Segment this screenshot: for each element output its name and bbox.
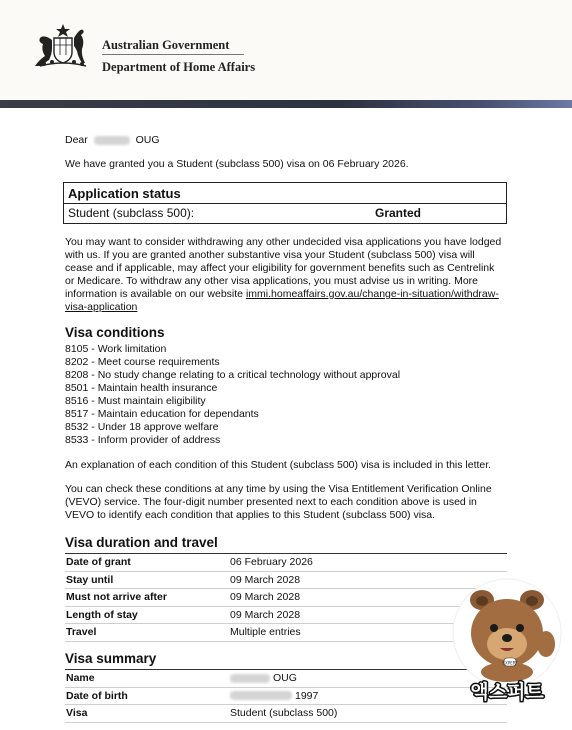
- table-row: [65, 670, 507, 688]
- row-value: 06 February 2026: [230, 556, 313, 568]
- row-label: Date of birth: [66, 689, 128, 702]
- letterhead-divider: [102, 54, 244, 55]
- quokka-mascot-icon: [452, 578, 562, 708]
- visa-summary-title: Visa summary: [65, 650, 507, 670]
- greeting: [65, 134, 160, 147]
- row-label: Travel: [66, 626, 97, 638]
- redacted-name: [94, 136, 130, 145]
- condition-item: 8501 - Maintain health insurance: [65, 382, 218, 394]
- visa-summary-table: [65, 650, 507, 723]
- condition-item: 8202 - Meet course requirements: [65, 356, 220, 368]
- visa-duration-title: Visa duration and travel: [65, 534, 507, 554]
- row-value: 09 March 2028: [230, 591, 301, 603]
- redacted-birthdate: [230, 691, 292, 700]
- header-band: [0, 100, 572, 108]
- row-label: Date of grant: [66, 556, 131, 568]
- condition-item: 8516 - Must maintain eligibility: [65, 395, 206, 407]
- row-value: [230, 688, 318, 704]
- visa-conditions-title: Visa conditions: [65, 325, 165, 340]
- watermark-text: 액스퍼트: [470, 681, 544, 703]
- row-value: Student (subclass 500): [230, 707, 338, 719]
- condition-item: 8208 - No study change relating to a critical technology without approval: [65, 369, 401, 381]
- row-label: Stay until: [66, 573, 114, 586]
- table-row: [65, 554, 507, 572]
- row-value: 09 March 2028: [230, 573, 301, 586]
- visa-duration-table: [65, 534, 507, 642]
- row-value: Multiple entries: [230, 626, 301, 638]
- application-status-box: [63, 182, 507, 224]
- vevo-paragraph: You can check these conditions at any time by using the Visa Entitlement Verification Online (VEVO) service. The four-digit number presented next to each condition above is used in VEVO to identify each condition that applies to this Student (subclass 500) visa.: [65, 483, 492, 521]
- summary-surname: OUG: [273, 672, 297, 684]
- table-row: [65, 688, 507, 706]
- conditions-explanation: An explanation of each condition of this Student (subclass 500) visa is included in this letter.: [65, 459, 492, 471]
- mascot-badge: EXPERT: [502, 660, 518, 666]
- table-row: [65, 572, 507, 590]
- granted-sentence: We have granted you a Student (subclass 500) visa on 06 February 2026.: [65, 158, 409, 170]
- greeting-word: Dear: [65, 134, 88, 146]
- application-status-label: Student (subclass 500):: [68, 206, 195, 220]
- condition-item: 8533 - Inform provider of address: [65, 434, 221, 446]
- condition-item: 8532 - Under 18 approve welfare: [65, 421, 219, 433]
- condition-item: 8517 - Maintain education for dependants: [65, 408, 259, 420]
- withdraw-link[interactable]: immi.homeaffairs.gov.au/change-in-situation/withdraw-visa-application: [65, 288, 499, 313]
- withdraw-text: You may want to consider withdrawing any other undecided visa applications you have lodged with us. If you are granted another substantive visa your Student (subclass 500) visa will cease and if applicable, may affect your eligibility for government benefits such as Centrelink or Medicare. To withdraw any other visa applications, you must advise us in writing. More information is available on our website: [65, 236, 502, 300]
- visa-conditions-list: [65, 343, 400, 447]
- row-label: Must not arrive after: [66, 591, 167, 603]
- table-row: [65, 624, 507, 642]
- status-divider: [64, 203, 506, 204]
- table-row: [65, 589, 507, 607]
- row-label: Name: [66, 672, 95, 684]
- withdraw-paragraph: [65, 236, 505, 314]
- row-label: Visa: [66, 707, 88, 719]
- birth-year: 1997: [295, 689, 319, 702]
- redacted-name: [230, 674, 270, 683]
- row-value: [230, 670, 297, 686]
- expert-mascot-watermark: [452, 578, 562, 708]
- table-row: [65, 607, 507, 625]
- application-status-title: Application status: [68, 186, 181, 201]
- application-status-value: Granted: [375, 206, 422, 220]
- department-name: Department of Home Affairs: [102, 60, 256, 74]
- table-row: [65, 705, 507, 723]
- government-name: Australian Government: [102, 38, 230, 52]
- condition-item: 8105 - Work limitation: [65, 343, 167, 355]
- coat-of-arms-icon: [30, 22, 96, 72]
- row-label: Length of stay: [66, 608, 138, 621]
- letterhead: [0, 0, 572, 102]
- row-value: 09 March 2028: [230, 608, 301, 621]
- greeting-surname: OUG: [135, 134, 160, 146]
